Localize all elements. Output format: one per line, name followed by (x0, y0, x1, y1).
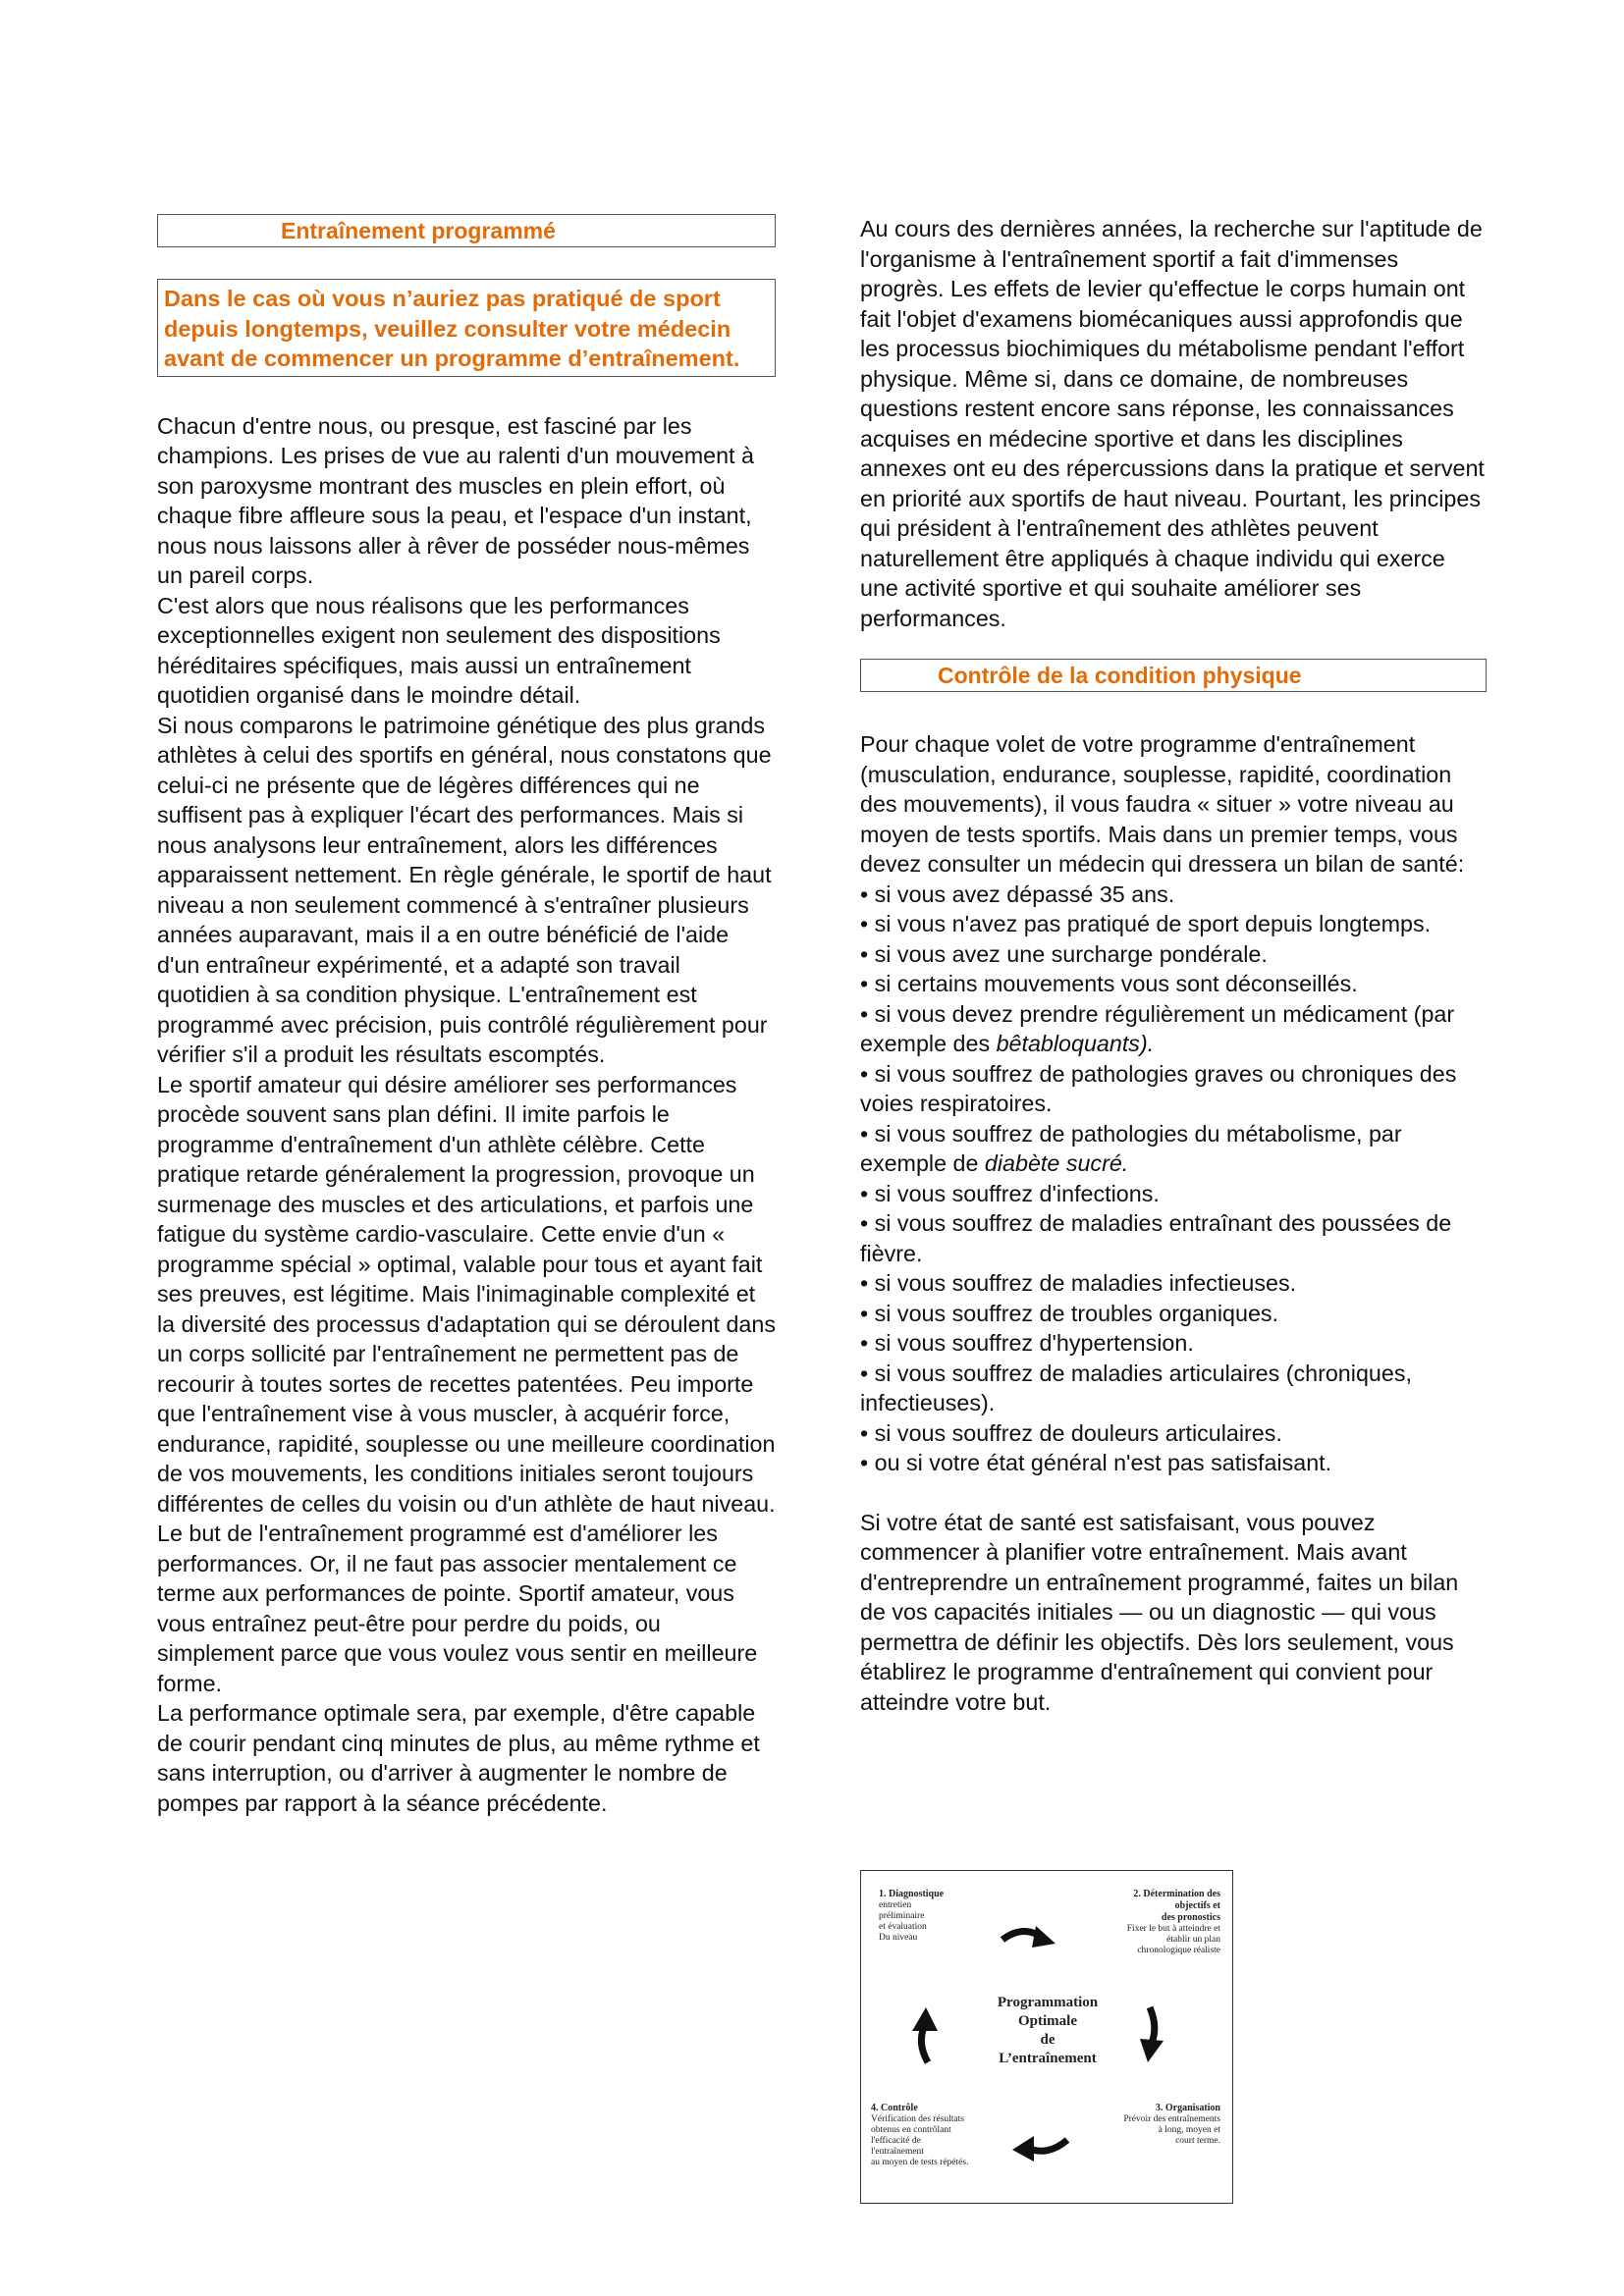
paragraph: C'est alors que nous réalisons que les performances exceptionnelles exigent non seulement des dispositions héréditaires spécifiques, mais aussi un entraînement quotidien organisé dans le moindre détail. (157, 592, 721, 708)
step-diagnostic (879, 1889, 944, 1944)
step-line: Du niveau (879, 1933, 918, 1943)
bullet-item: • si vous avez dépassé 35 ans. (860, 881, 1175, 907)
arrow-down-icon (1134, 2003, 1173, 2066)
arrow-left-icon (1008, 2128, 1071, 2167)
paragraph: Au cours des dernières années, la recherche sur l'aptitude de l'organisme à l'entraînement sportif a fait d'immenses progrès. Les effets de levier qu'effectue le corps humain ont fait l'objet d'examens biomécaniques aussi approfondis que les processus biochimiques du métabolisme pendant l'effort physique. Même si, dans ce domaine, de nombreuses questions restent encore sans réponse, les connaissances acquises en médecine sportive et dans les disciplines annexes ont eu des répercussions dans la pratique et servent en priorité aux sportifs de haut niveau. Pourtant, les principes qui président à l'entraînement des athlètes peuvent naturellement être appliqués à chaque individu qui exerce une activité sportive et qui souhaite améliorer ses performances. (860, 216, 1485, 631)
step-line: entretien (879, 1900, 912, 1910)
bullet-item: • si vous souffrez de troubles organiques. (860, 1300, 1279, 1326)
step-line: obtenus en contrôlant (871, 2125, 951, 2135)
arrow-up-icon (904, 2003, 944, 2066)
bullet-item: • si vous souffrez de pathologies graves ou chroniques des voies respiratoires. (860, 1060, 1457, 1116)
bullet-item: • si vous n'avez pas pratiqué de sport depuis longtemps. (860, 911, 1432, 936)
closing-paragraph: Si votre état de santé est satisfaisant, vous pouvez commencer à planifier votre entraînement. Mais avant d'entreprendre un entraînement programmé, faites un bilan de vos capacités initiales — ou un diagnostic — qui vous permettra de définir les objectifs. Dès lors seulement, vous établirez le programme d'entraînement qui convient pour atteindre votre but. (860, 1509, 1459, 1715)
right-intro (860, 214, 1487, 633)
bullet-item: • si vous souffrez de maladies entraînant des poussées de fièvre. (860, 1210, 1452, 1266)
bullet-item: • si certains mouvements vous sont déconseillés. (860, 971, 1358, 996)
bullet-item: • si vous avez une surcharge pondérale. (860, 940, 1268, 967)
center-line: Programmation (997, 1995, 1099, 2010)
diagram-center-label (959, 1994, 1136, 2068)
step-objectives (1127, 1889, 1220, 1956)
paragraph: Le but de l'entraînement programmé est d'améliorer les performances. Or, il ne faut pas associer mentalement ce terme aux performances de pointe. Sportif amateur, vous vous entraînez peut-être pour perdre du poids, ou simplement parce que vous voulez vous sentir en meilleure forme. (157, 1521, 758, 1696)
step-title: 2. Détermination des (1133, 1889, 1220, 1899)
step-title: 1. Diagnostique (879, 1889, 945, 1899)
left-column (157, 214, 776, 1818)
step-title: 3. Organisation (1155, 2103, 1220, 2113)
step-line: court terme. (1175, 2136, 1220, 2146)
step-organisation (1123, 2103, 1220, 2147)
step-title: des pronostics (1161, 1912, 1220, 1923)
bullet-item: • si vous souffrez de douleurs articulaires. (860, 1419, 1282, 1446)
bullet-item: • si vous souffrez d'infections. (860, 1180, 1160, 1206)
step-line: Prévoir des entraînements (1123, 2114, 1220, 2124)
bullet-item-with-italic (860, 1119, 1487, 1179)
step-line: et évaluation (879, 1922, 927, 1932)
warning-box (157, 279, 776, 377)
step-title: 4. Contrôle (871, 2103, 918, 2113)
checklist (860, 729, 1487, 1478)
lead-paragraph: Pour chaque volet de votre programme d'entraînement (musculation, endurance, souplesse, rapidité, coordination des mouvements), il vous faudra « situer » votre niveau au moyen de tests sportifs. Mais dans un premier temps, vous devez consulter un médecin qui dressera un bilan de santé: (860, 731, 1465, 877)
italic-term: bêtabloquants). (996, 1031, 1155, 1056)
step-line: chronologique réaliste (1137, 1946, 1220, 1955)
warning-text: Dans le cas où vous n’auriez pas pratiqué de sport depuis longtemps, veuillez consulter votre médecin avant de commencer un programme d’entraînement. (164, 286, 740, 371)
bullet-item-with-italic (860, 999, 1487, 1059)
training-cycle-diagram (860, 1870, 1233, 2204)
section-title-2: Contrôle de la condition physique (938, 663, 1302, 688)
paragraph: Si nous comparons le patrimoine génétique des plus grands athlètes à celui des sportifs en général, nous constatons que celui-ci ne présente que de légères différences qui ne suffisent pas à expliquer l'écart des performances. Mais si nous analysons leur entraînement, alors les différences apparaissent nettement. En règle générale, le sportif de haut niveau a non seulement commencé à s'entraîner plusieurs années auparavant, mais il a en outre bénéficié de l'aide d'un entraîneur expérimenté, et a adapté son travail quotidien à sa condition physique. L'entraînement est programmé avec précision, puis contrôlé régulièrement pour vérifier s'il a produit les résultats escomptés. (157, 712, 772, 1067)
step-title: objectifs et (1174, 1900, 1220, 1911)
step-line: Vérification des résultats (871, 2114, 964, 2124)
bullet-item: • si vous souffrez de maladies articulaires (chroniques, infectieuses). (860, 1360, 1412, 1415)
center-line: de (1040, 2032, 1056, 2048)
paragraph: Le sportif amateur qui désire améliorer ses performances procède souvent sans plan défini. Il imite parfois le programme d'entraînement d'un athlète célèbre. Cette pratique retarde généralement la progression, provoque un surmenage des muscles et des articulations, et parfois une fatigue du système cardio-vasculaire. Cette envie d'un « programme spécial » optimal, valable pour tous et ayant fait ses preuves, est légitime. Mais l'inimaginable complexité et la diversité des processus d'adaptation qui se déroulent dans un corps sollicité par l'entraînement ne permettent pas de recourir à toutes sortes de recettes patentées. Peu importe que l'entraînement vise à vous muscler, à acquérir force, endurance, rapidité, souplesse ou une meilleure coordination de vos mouvements, les conditions initiales seront toujours différentes de celles du voisin ou d'un athlète de haut niveau. (157, 1071, 776, 1517)
step-line: l'entraînement (871, 2147, 924, 2157)
step-line: au moyen de tests répétés. (871, 2158, 969, 2167)
section-title-box-2 (860, 659, 1487, 692)
bullet-text: • si vous souffrez de pathologies du métabolisme, par exemple de (860, 1120, 1402, 1176)
bullet-item: • si vous souffrez d'hypertension. (860, 1330, 1194, 1356)
paragraph: La performance optimale sera, par exemple, d'être capable de courir pendant cinq minutes de plus, au même rythme et sans interruption, ou d'arriver à augmenter le nombre de pompes par rapport à la séance précédente. (157, 1700, 760, 1816)
step-controle (871, 2103, 968, 2168)
arrow-right-icon (999, 1918, 1061, 1957)
section-title-box (157, 214, 776, 247)
bullet-text: • si vous devez prendre régulièrement un médicament (par exemple des (860, 1000, 1455, 1056)
step-line: établir un plan (1166, 1935, 1220, 1945)
section-title: Entraînement programmé (281, 218, 556, 243)
left-body (157, 411, 776, 1819)
step-line: l'efficacité de (871, 2136, 921, 2146)
italic-term: diabète sucré. (984, 1150, 1129, 1176)
paragraph: Chacun d'entre nous, ou presque, est fasciné par les champions. Les prises de vue au ralenti d'un mouvement à son paroxysme montrant des muscles en plein effort, où chaque fibre affleure sous la peau, et l'espace d'un instant, nous nous laissons aller à rêver de posséder nous-mêmes un pareil corps. (157, 412, 754, 588)
step-line: à long, moyen et (1158, 2125, 1220, 2135)
step-line: préliminaire (879, 1911, 925, 1921)
step-line: Fixer le but à atteindre et (1126, 1924, 1220, 1934)
right-column (860, 214, 1487, 1717)
bullet-item: • ou si votre état général n'est pas satisfaisant. (860, 1450, 1332, 1475)
center-line: Optimale (1018, 2013, 1077, 2029)
bullet-item: • si vous souffrez de maladies infectieuses. (860, 1270, 1297, 1296)
center-line: L’entraînement (999, 2051, 1097, 2066)
closing (860, 1508, 1487, 1718)
